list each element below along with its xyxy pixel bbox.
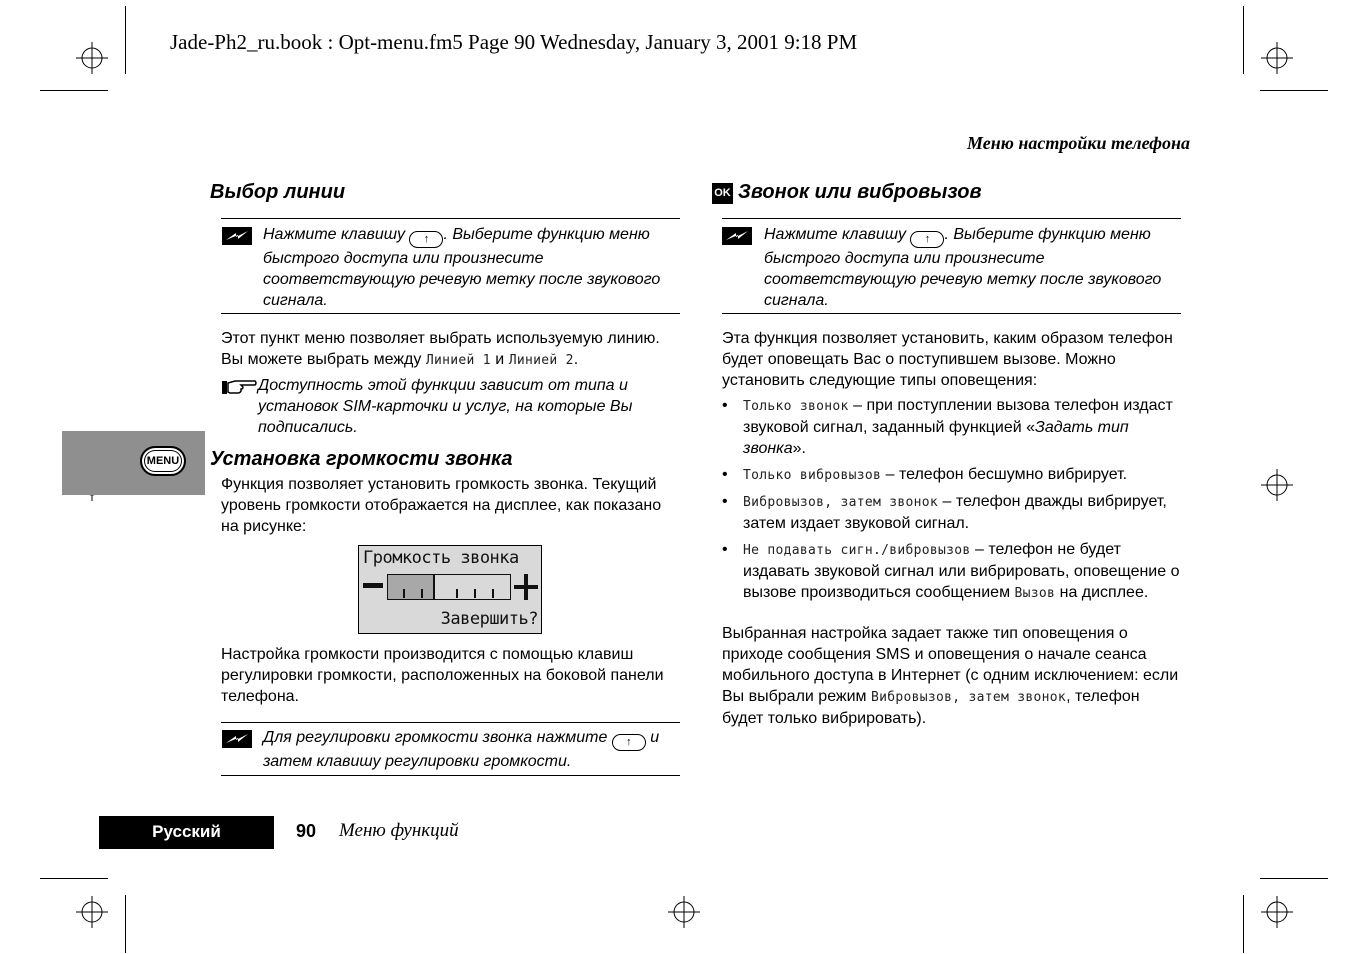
paragraph-alert-intro: Эта функция позволяет установить, каким образом телефон будет оповещать Вас о поступившем вызове. Можно установить следующие типы оповещения: <box>722 330 1173 389</box>
running-head: Меню настройки телефона <box>967 133 1190 153</box>
crop-mark <box>1243 6 1244 74</box>
pointing-hand-icon <box>221 378 257 396</box>
menu-key-icon <box>140 446 186 476</box>
crop-mark <box>40 878 108 879</box>
volume-tick <box>421 589 423 598</box>
crop-mark <box>1260 90 1328 91</box>
crop-mark <box>40 90 108 91</box>
up-key-icon: ↑ <box>409 231 443 248</box>
registration-mark-icon <box>1261 42 1293 74</box>
list-item: • Только звонок – при поступлении вызова телефон издаст звуковой сигнал, заданный функцией «Задать тип звонка». <box>722 395 1180 459</box>
volume-tick <box>492 589 494 598</box>
volume-tick <box>403 589 405 598</box>
section-title-ring-or-vibrate: Звонок или вибровызов <box>738 181 982 203</box>
paragraph-alert-closing: Выбранная настройка задает также тип оповещения о приходе сообщения SMS и оповещения о начале сеанса мобильного доступа в Интернет (с одним исключением: если Вы выбрали режим Вибровызов, затем звонок, телефон будет только вибрировать). <box>722 625 1179 727</box>
paragraph-line-select: Этот пункт меню позволяет выбрать используемую линию. Вы можете выбрать между Линией 1 и Линией 2. <box>221 330 660 368</box>
up-key-icon: ↑ <box>910 231 944 248</box>
registration-mark-icon <box>668 896 700 928</box>
list-item: • Вибровызов, затем звонок – телефон дважды вибрирует, затем издает звуковой сигнал. <box>722 491 1180 534</box>
volume-level-fill <box>388 575 435 599</box>
section-title-line-select: Выбор линии <box>210 181 346 203</box>
ok-badge-icon: OK <box>712 183 733 204</box>
registration-mark-icon <box>76 896 108 928</box>
phone-display <box>358 545 542 634</box>
paragraph-volume-intro: Функция позволяет установить громкость звонка. Текущий уровень громкости отображается на дисплее, как показано на рисунке: <box>221 476 662 535</box>
page-header: Jade-Ph2_ru.book : Opt-menu.fm5 Page 90 Wednesday, January 3, 2001 9:18 PM <box>170 30 858 54</box>
crop-mark <box>125 6 126 74</box>
menu-key-label: MENU <box>146 455 180 467</box>
up-key-icon: ↑ <box>612 734 646 751</box>
list-item: • Не подавать сигн./вибровызов – телефон не будет издавать звуковой сигнал или вибрировать, оповещение о вызове производиться сообщением Вызов на дисплее. <box>722 539 1180 604</box>
note-line-select: Нажмите клавишу ↑ . Выберите функцию меню быстрого доступа или произнесите соответствующую речевую метку после звукового сигнала. <box>263 226 661 309</box>
registration-mark-icon <box>76 42 108 74</box>
volume-minus-icon <box>363 583 385 589</box>
registration-mark-icon <box>1261 896 1293 928</box>
voice-command-icon <box>222 730 252 748</box>
page-number: 90 <box>296 821 317 841</box>
divider <box>722 313 1181 314</box>
language-tab: Русский <box>99 816 274 849</box>
section-title-ring-volume: Установка громкости звонка <box>210 448 513 470</box>
crop-mark <box>1260 878 1328 879</box>
volume-plus-icon <box>514 574 538 600</box>
crop-mark <box>125 895 126 953</box>
footer-section-title: Меню функций <box>339 820 459 841</box>
divider <box>221 313 680 314</box>
voice-command-icon <box>722 227 752 245</box>
divider <box>221 775 680 776</box>
registration-mark-icon <box>1261 469 1293 501</box>
tip-line-select: Доступность этой функции зависит от типа и установок SIM-карточки и услуг, на которые Вы подписались. <box>258 377 633 436</box>
volume-bar <box>387 574 511 600</box>
divider <box>221 218 680 219</box>
display-action-label: Завершить? <box>440 609 538 629</box>
volume-tick <box>456 589 458 598</box>
note-volume: Для регулировки громкости звонка нажмите ↑ и затем клавишу регулировки громкости. <box>263 729 660 770</box>
divider <box>722 218 1181 219</box>
list-item: • Только вибровызов – телефон бесшумно вибрирует. <box>722 464 1180 486</box>
voice-command-icon <box>222 227 252 245</box>
alert-options-list <box>722 395 1180 609</box>
display-title: Громкость звонка <box>363 548 519 568</box>
volume-tick <box>474 589 476 598</box>
note-ring-or-vibrate: Нажмите клавишу ↑ . Выберите функцию меню быстрого доступа или произнесите соответствующую речевую метку после звукового сигнала. <box>764 226 1162 309</box>
paragraph-volume-keys: Настройка громкости производится с помощью клавиш регулировки громкости, расположенных на боковой панели телефона. <box>221 646 664 705</box>
crop-mark <box>1243 895 1244 953</box>
divider <box>221 722 680 723</box>
